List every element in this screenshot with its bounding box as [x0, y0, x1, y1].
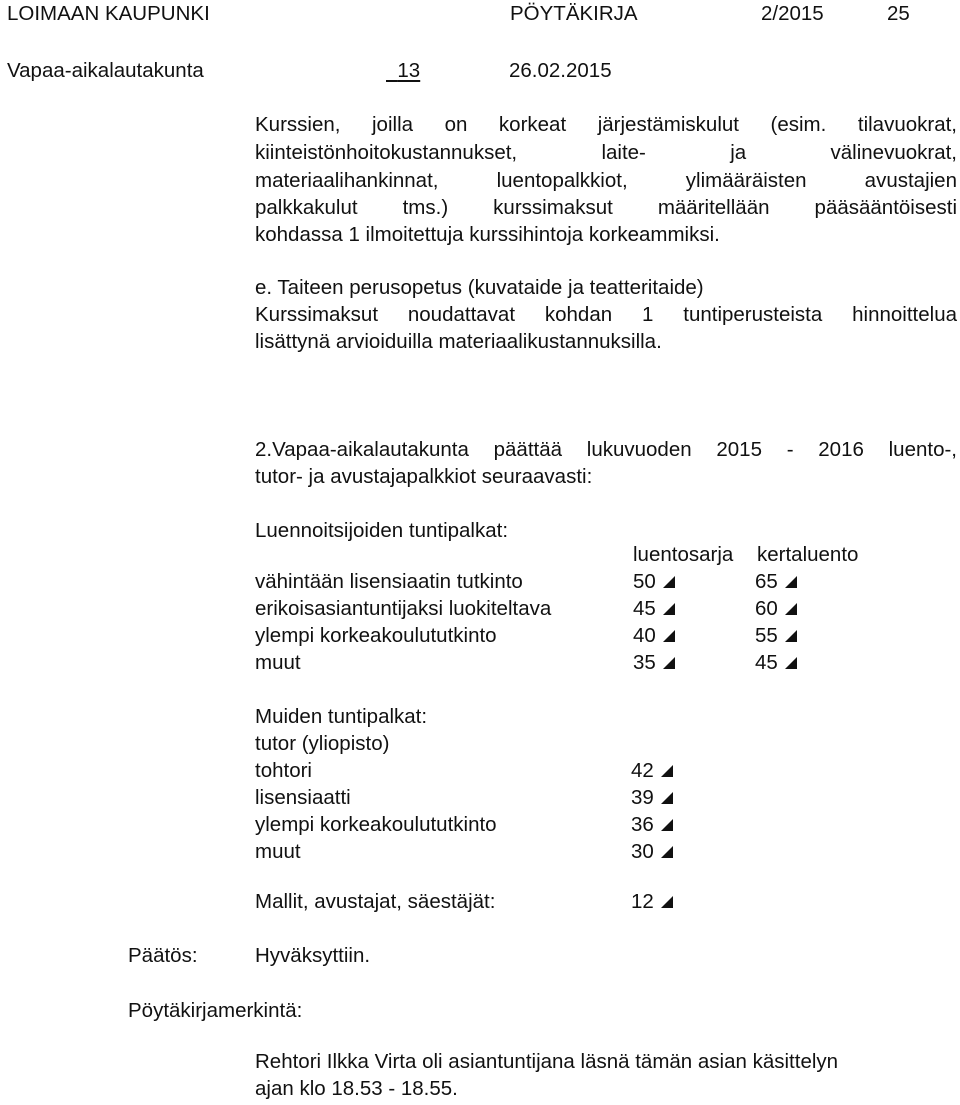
- euro-icon: [660, 764, 674, 778]
- row-label: tohtori: [255, 759, 312, 782]
- text-line: palkkakulut tms.) kurssimaksut määritellään pääsääntöisesti: [255, 196, 957, 219]
- fee-value: 40: [633, 622, 676, 650]
- row-label: ylempi korkeakoulututkinto: [255, 813, 497, 836]
- section-number: 13: [397, 59, 421, 82]
- text-line: 2.Vapaa-aikalautakunta päättää lukuvuoden 2015 - 2016 luento-,: [255, 438, 957, 461]
- euro-icon: [784, 629, 798, 643]
- decision-label: Päätös:: [128, 944, 198, 967]
- fee-value: 45: [633, 595, 676, 623]
- fee-value: 35: [633, 649, 676, 677]
- minutes-note-line: ajan klo 18.53 - 18.55.: [255, 1077, 458, 1100]
- text-line: Kurssien, joilla on korkeat järjestämiskulut (esim. tilavuokrat,: [255, 113, 957, 136]
- fee-value: 55: [755, 622, 798, 650]
- text-line: e. Taiteen perusopetus (kuvataide ja teatteritaide): [255, 276, 704, 299]
- doc-number: 2/2015: [761, 2, 824, 25]
- column-header-series: luentosarja: [633, 543, 734, 566]
- text-line: kiinteistönhoitokustannukset, laite- ja välinevuokrat,: [255, 141, 957, 164]
- minutes-note-label: Pöytäkirjamerkintä:: [128, 999, 303, 1022]
- models-label: Mallit, avustajat, säestäjät:: [255, 890, 496, 913]
- euro-icon: [662, 602, 676, 616]
- euro-icon: [784, 656, 798, 670]
- doc-type: PÖYTÄKIRJA: [510, 2, 638, 25]
- fee-value: 50: [633, 568, 676, 596]
- decision-text: Hyväksyttiin.: [255, 944, 371, 967]
- meeting-date: 26.02.2015: [509, 59, 612, 82]
- row-label: vähintään lisensiaatin tutkinto: [255, 570, 523, 593]
- text-line: materiaalihankinnat, luentopalkkiot, ylimääräisten avustajien: [255, 169, 957, 192]
- column-header-single: kertaluento: [757, 543, 859, 566]
- fee-value: 39: [631, 784, 674, 812]
- text-line: tutor- ja avustajapalkkiot seuraavasti:: [255, 465, 593, 488]
- fee-value: 65: [755, 568, 798, 596]
- euro-icon: [784, 602, 798, 616]
- row-label: lisensiaatti: [255, 786, 351, 809]
- org-name: LOIMAAN KAUPUNKI: [7, 2, 210, 25]
- text-line: lisättynä arvioiduilla materiaalikustannuksilla.: [255, 330, 662, 353]
- lecturer-heading: Luennoitsijoiden tuntipalkat:: [255, 519, 509, 542]
- euro-icon: [662, 575, 676, 589]
- minutes-note-line: Rehtori Ilkka Virta oli asiantuntijana läsnä tämän asian käsittelyn: [255, 1050, 839, 1073]
- row-label: muut: [255, 651, 301, 674]
- text-line: Kurssimaksut noudattavat kohdan 1 tuntiperusteista hinnoittelua: [255, 303, 957, 326]
- euro-icon: [662, 656, 676, 670]
- committee-name: Vapaa-aikalautakunta: [7, 59, 204, 82]
- euro-icon: [660, 791, 674, 805]
- fee-value: 36: [631, 811, 674, 839]
- models-fee-value: 12: [631, 888, 674, 916]
- row-label: erikoisasiantuntijaksi luokiteltava: [255, 597, 552, 620]
- fee-value: 42: [631, 757, 674, 785]
- page-number: 25: [887, 2, 910, 25]
- fee-value: 30: [631, 838, 674, 866]
- euro-icon: [660, 818, 674, 832]
- other-fees-heading: Muiden tuntipalkat:: [255, 705, 428, 728]
- fee-value: 60: [755, 595, 798, 623]
- euro-icon: [662, 629, 676, 643]
- text-line: kohdassa 1 ilmoitettuja kurssihintoja korkeammiksi.: [255, 223, 720, 246]
- fee-value: 45: [755, 649, 798, 677]
- tutor-heading: tutor (yliopisto): [255, 732, 390, 755]
- row-label: muut: [255, 840, 301, 863]
- row-label: ylempi korkeakoulututkinto: [255, 624, 497, 647]
- euro-icon: [784, 575, 798, 589]
- euro-icon: [660, 845, 674, 859]
- euro-icon: [660, 895, 674, 909]
